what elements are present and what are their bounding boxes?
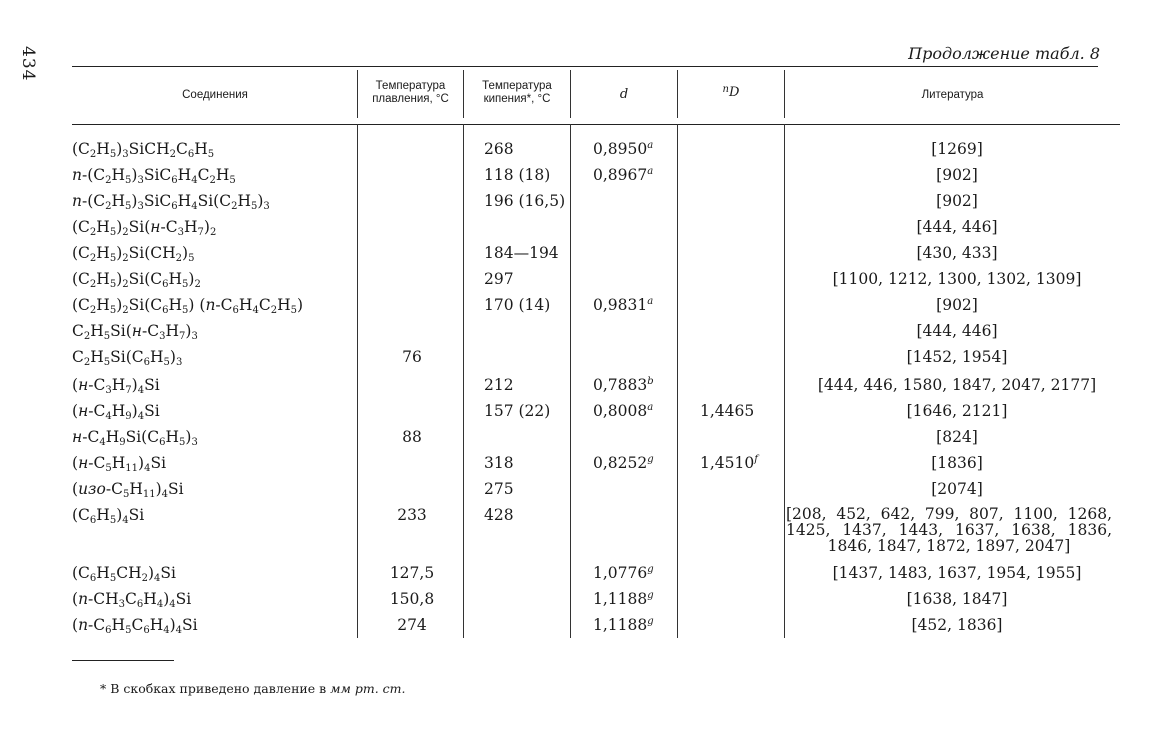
cell-compound: $н-C_4H_9Si(C_6H_5)_3$ (72, 428, 198, 448)
table-row (0, 450, 1172, 476)
header-melting-line1: Температура (375, 80, 446, 92)
cell-boiling-point: 318 (484, 454, 514, 472)
cell-literature: [1646, 2121] (906, 402, 1008, 420)
cell-compound: $(C_2H_5)_2Si(н-C_3H_7)_2$ (72, 218, 217, 238)
header-refractive-index (678, 86, 784, 99)
cell-literature: [444, 446] (916, 218, 998, 236)
cell-literature: [208, 452, 642, 799, 807, 1100, 1268, 1425, 1437, 1443, 1637, 1638, 1836, 1846, 1847, 1872, 1897, 2047] (786, 505, 1112, 555)
cell-density: 0,8950$^a$ (593, 140, 654, 158)
table-row (0, 318, 1172, 344)
table-row (0, 240, 1172, 266)
cell-compound: $(n-C_6H_5C_6H_4)_4Si$ (72, 616, 198, 636)
running-head: Продолжение табл. 8 (908, 44, 1100, 63)
cell-density: 0,8008$^a$ (593, 402, 654, 420)
cell-compound: $(н-C_5H_{11})_4Si$ (72, 454, 167, 474)
table-row (0, 188, 1172, 214)
header-literature: Литература (921, 89, 984, 101)
cell-boiling-point: 428 (484, 506, 514, 524)
header-melting (358, 80, 463, 106)
cell-density: 0,8252$^g$ (593, 454, 654, 472)
header-boiling-line1: Температура (482, 80, 552, 92)
cell-compound: $(C_2H_5)_3SiCH_2C_6H_5$ (72, 140, 215, 160)
header-boiling-line2: кипения*, °С (483, 93, 551, 105)
table-row (0, 266, 1172, 292)
footnote-rule (72, 660, 174, 661)
table-row (0, 586, 1172, 612)
cell-melting-point: 274 (397, 616, 427, 634)
cell-melting-point: 88 (402, 428, 422, 446)
cell-literature: [1269] (931, 140, 983, 158)
table-row (0, 372, 1172, 398)
header-density: d (619, 87, 629, 102)
cell-literature: [824] (936, 428, 978, 446)
cell-compound: $n-(C_2H_5)_3SiC_6H_4C_2H_5$ (72, 166, 236, 186)
cell-compound: $(C_6H_5)_4Si$ (72, 506, 145, 526)
cell-literature: [1437, 1483, 1637, 1954, 1955] (832, 564, 1082, 582)
cell-literature: [1638, 1847] (906, 590, 1008, 608)
cell-compound: $(н-C_4H_9)_4Si$ (72, 402, 160, 422)
cell-compound: $(C_2H_5)_2Si(CH_2)_5$ (72, 244, 195, 264)
cell-boiling-point: 170 (14) (484, 296, 551, 314)
table-row (0, 214, 1172, 240)
table-row (0, 136, 1172, 162)
cell-compound: $(изо-C_5H_{11})_4Si$ (72, 480, 184, 500)
table-row (0, 612, 1172, 638)
header-boiling (464, 80, 570, 106)
cell-literature: [902] (936, 166, 978, 184)
header-melting-line2: плавления, °С (372, 93, 449, 105)
cell-literature: [430, 433] (916, 244, 998, 262)
cell-literature: [2074] (931, 480, 983, 498)
cell-compound: $n-(C_2H_5)_3SiC_6H_4Si(C_2H_5)_3$ (72, 192, 270, 212)
cell-boiling-point: 196 (16,5) (484, 192, 566, 210)
cell-melting-point: 233 (397, 506, 427, 524)
cell-boiling-point: 118 (18) (484, 166, 551, 184)
top-rule (72, 66, 1098, 67)
header-bottom-rule (72, 124, 1120, 125)
table-row (0, 162, 1172, 188)
cell-boiling-point: 184—194 (484, 244, 559, 262)
cell-melting-point: 127,5 (389, 564, 435, 582)
cell-refractive-index: 1,4465 (700, 402, 755, 420)
cell-literature: [1100, 1212, 1300, 1302, 1309] (832, 270, 1082, 288)
footnote: * В скобках приведено давление в мм рт. ст. (100, 681, 406, 696)
table-row (0, 476, 1172, 502)
cell-compound: $C_2H_5Si(н-C_3H_7)_3$ (72, 322, 198, 342)
cell-density: 1,0776$^g$ (593, 564, 654, 582)
cell-refractive-index: 1,4510$^f$ (700, 454, 758, 472)
cell-literature: [444, 446] (916, 322, 998, 340)
cell-compound: $(C_2H_5)_2Si(C_6H_5)_2$ (72, 270, 201, 290)
header-compound: Соединения (182, 89, 248, 101)
table-row (0, 292, 1172, 318)
table-row (0, 560, 1172, 586)
table-row (0, 502, 1172, 555)
cell-boiling-point: 268 (484, 140, 514, 158)
cell-density: 1,1188$^g$ (593, 590, 654, 608)
cell-literature: [1452, 1954] (906, 348, 1008, 366)
cell-literature: [444, 446, 1580, 1847, 2047, 2177] (817, 376, 1097, 394)
cell-density: 0,8967$^a$ (593, 166, 654, 184)
header-nd: $^n$D (722, 84, 740, 100)
cell-density: 0,9831$^a$ (593, 296, 654, 314)
cell-compound: $(n-CH_3C_6H_4)_4Si$ (72, 590, 192, 610)
table-row (0, 344, 1172, 370)
cell-compound: $(C_2H_5)_2Si(C_6H_5)$ $(n-C_6H_4C_2H_5)$ (72, 296, 304, 316)
cell-density: 1,1188$^g$ (593, 616, 654, 634)
cell-compound: $(C_6H_5CH_2)_4Si$ (72, 564, 176, 584)
cell-literature: [452, 1836] (911, 616, 1003, 634)
table-row (0, 398, 1172, 424)
cell-melting-point: 150,8 (389, 590, 435, 608)
cell-literature: [1836] (931, 454, 983, 472)
cell-density: 0,7883$^b$ (593, 376, 654, 394)
cell-boiling-point: 275 (484, 480, 514, 498)
cell-compound: $C_2H_5Si(C_6H_5)_3$ (72, 348, 183, 368)
table-row (0, 424, 1172, 450)
cell-compound: $(н-C_3H_7)_4Si$ (72, 376, 160, 396)
page-number: 434 (18, 46, 38, 82)
cell-literature: [902] (936, 192, 978, 210)
cell-literature: [902] (936, 296, 978, 314)
cell-boiling-point: 297 (484, 270, 514, 288)
cell-melting-point: 76 (402, 348, 422, 366)
cell-boiling-point: 212 (484, 376, 514, 394)
cell-boiling-point: 157 (22) (484, 402, 551, 420)
